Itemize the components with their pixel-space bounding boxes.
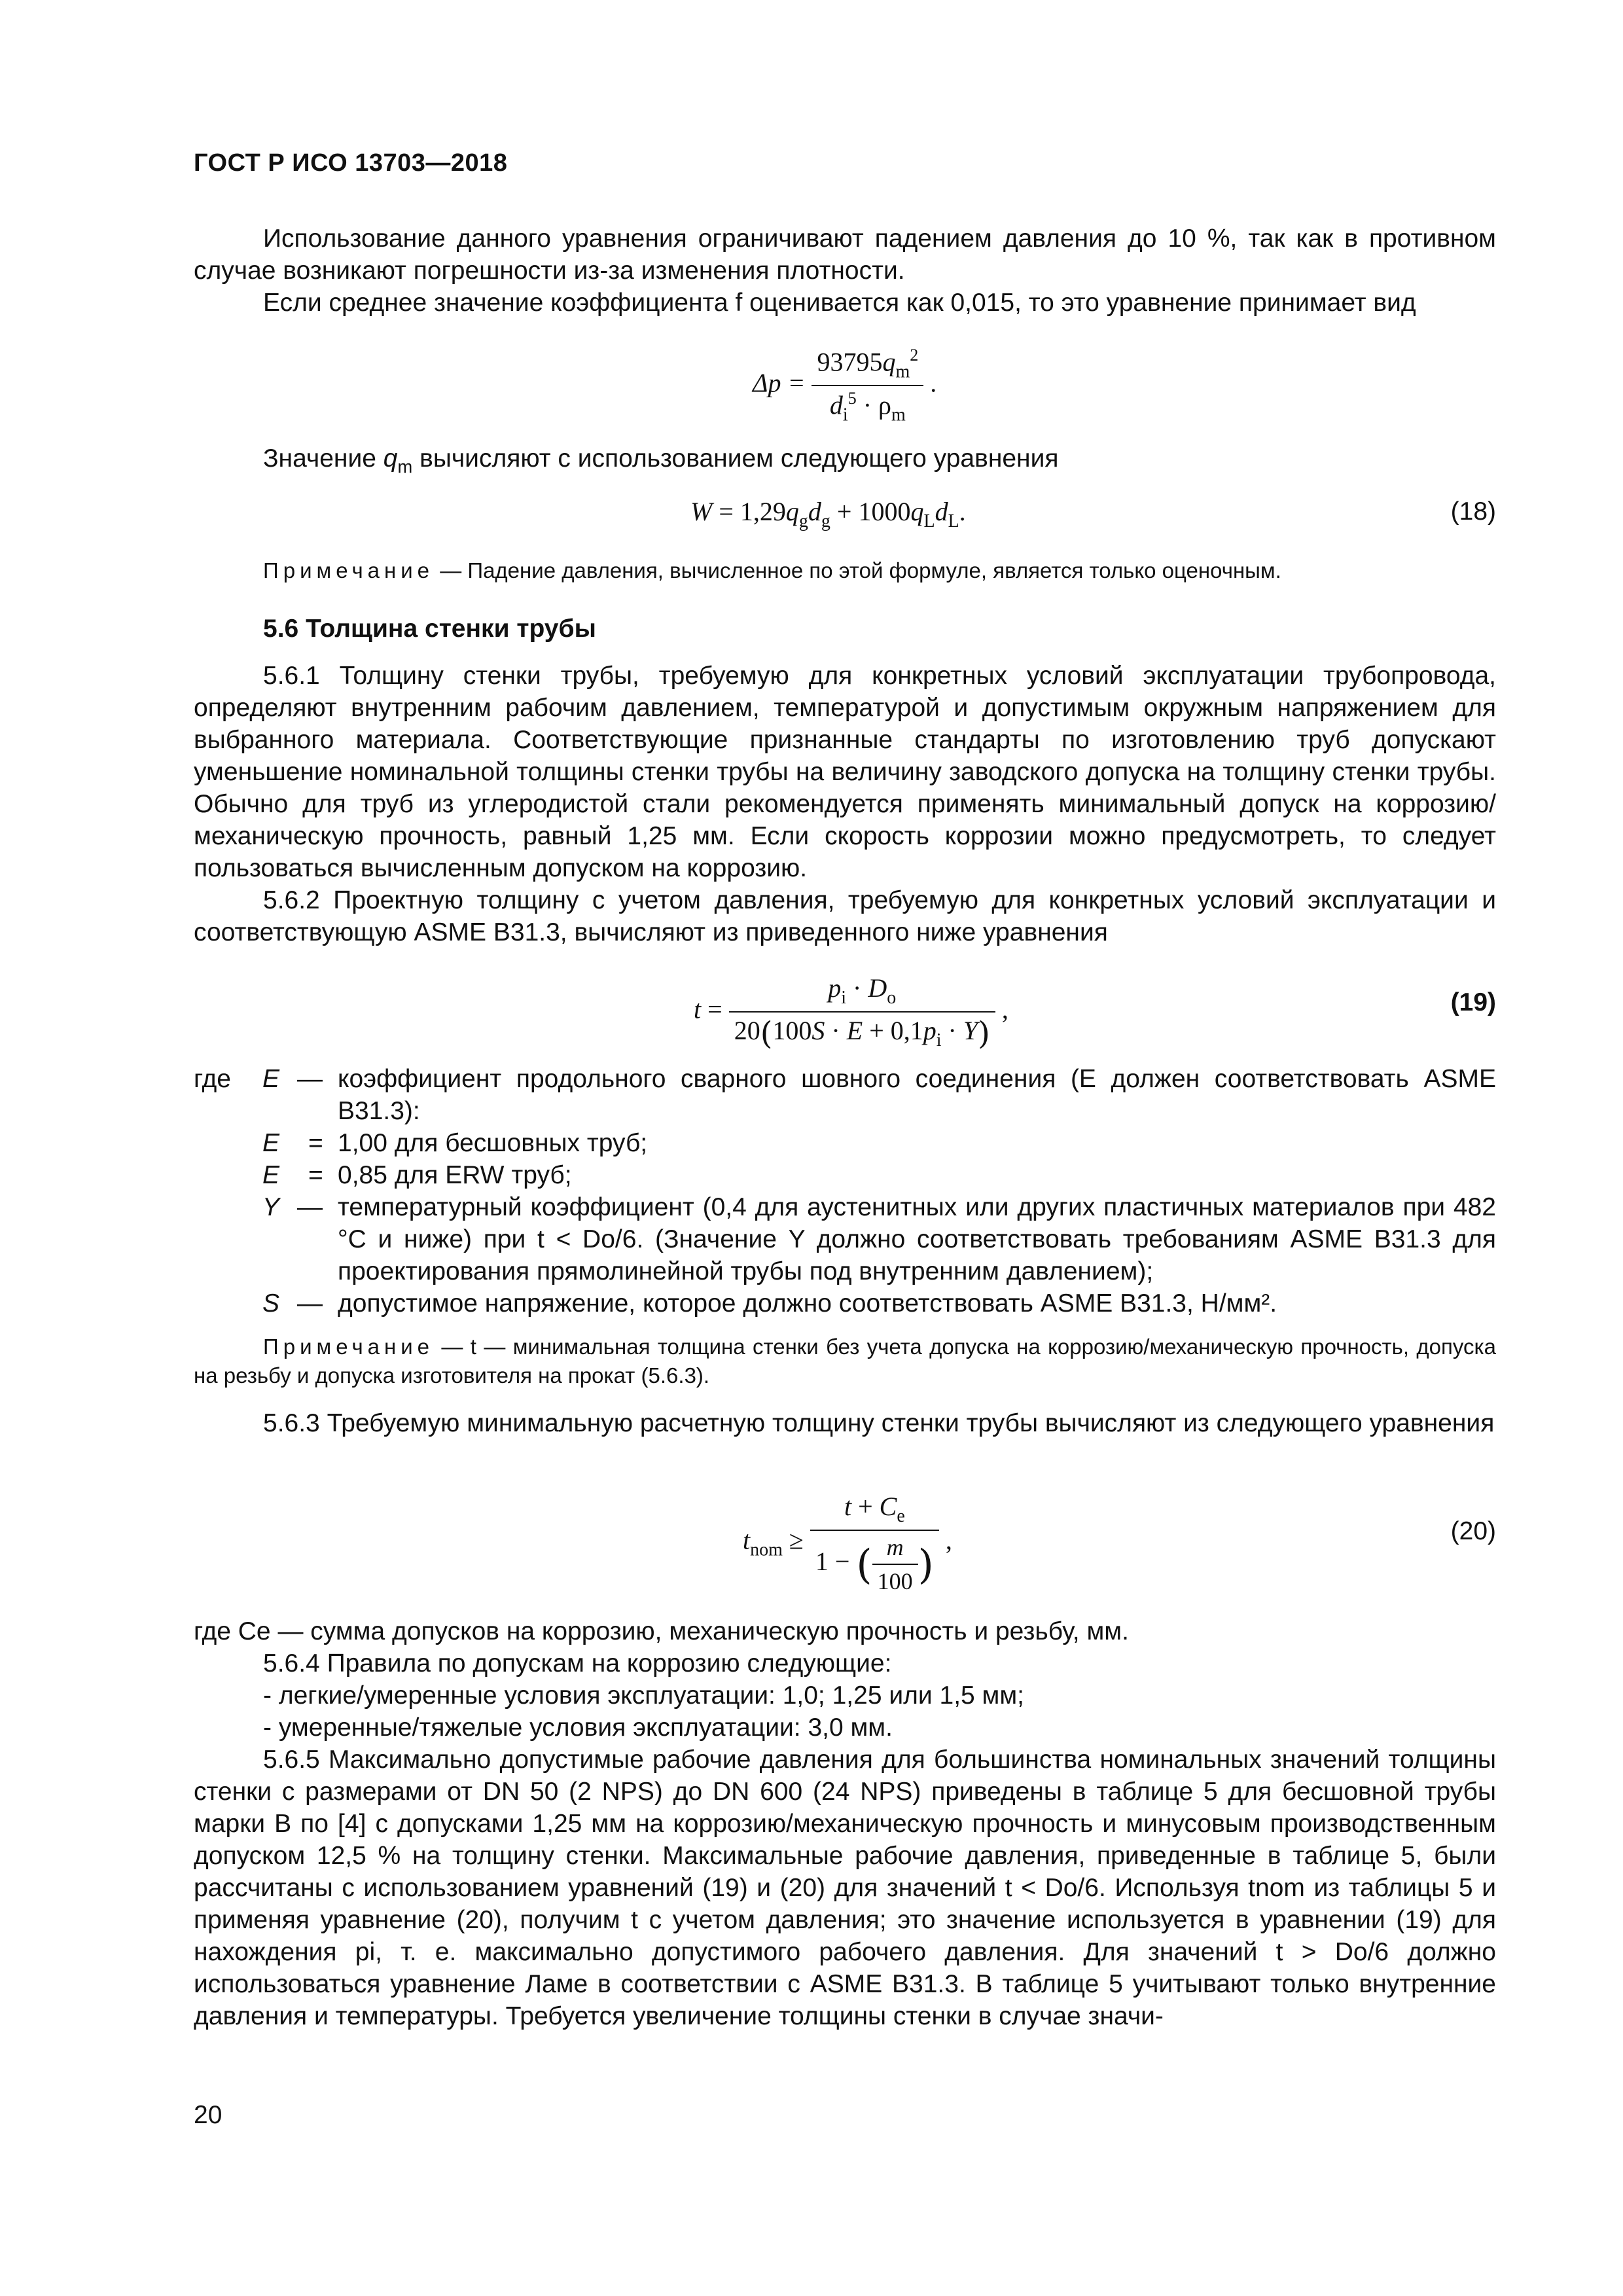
paragraph-564-block xyxy=(194,1615,1496,2032)
formula-pressure-drop: Δp = $\frac{93795q_m^2}{d_i^5 \cdot \rho_m}$ . xyxy=(753,346,937,425)
list-item: - умеренные/тяжелые условия эксплуатации: 3,0 мм. xyxy=(263,1713,893,1742)
where-list: где E — коэффициент продольного сварного шовного соединения (E должен соответствовать ASME B31.3): E = 1,00 для бесшовных труб; E = 0,85 для ERW труб; Y — температурный коэффициент (0,4 для аустенитных или других пластичных материалов при 482 °C и ниже) при t < Dо/6. (Значение Y должно соответствовать требованиям ASME B31.3 для проектирования прямолинейной трубы под внутренним давлением); S — допустимое напряжение, которое должно соответствовать ASME B31.3, Н/мм². xyxy=(194,1065,1496,1318)
formula-19-number: (19) xyxy=(1450,988,1496,1016)
formula-18-number: (18) xyxy=(1450,497,1496,526)
page-number: 20 xyxy=(194,2101,223,2129)
formula-18: $W = 1,29q_gd_g + 1000q_Ld_L$. xyxy=(690,497,966,531)
formula-20-number: (20) xyxy=(1450,1517,1496,1545)
paragraph-qm: Значение $q_m$ вычисляют с использованием следующего уравнения xyxy=(263,444,1059,477)
paragraph-565: 5.6.5 Максимально допустимые рабочие давления для большинства номинальных значений толщины стенки с размерами от DN 50 (2 NPS) до DN 600 (24 NPS) приведены в таблице 5 для бесшовной трубы марки B по [4] с допусками 1,25 мм на коррозию/механическую прочность и минусовым производственным допуском 12,5 % на толщину стенки. Максимальные рабочие давления, приведенные в таблице 5, были рассчитаны с использованием уравнений (19) и (20) для значений t < Dо/6. Используя tnom из таблицы 5 и применяя уравнение (20), получим t с учетом давления; это значение используется в уравнении (19) для нахождения pi, т. е. максимально допустимого рабочего давления. Для значений t > Dо/6 должно использоваться уравнение Ламе в соответствии с ASME B31.3. В таблице 5 учитывают только внутренние давления и температуры. Требуется увеличение толщины стенки в случае значи- xyxy=(194,1746,1496,2030)
paragraph-561: 5.6.1 Толщину стенки трубы, требуемую для конкретных условий эксплуатации трубопровода, определяют внутренним рабочим давлением, температурой и допустимым окружным напряжением для выбранного материала. Соответствующие признанные стандарты по изготовлению труб допускают уменьшение номинальной толщины стенки трубы на величину заводского допуска на толщину стенки трубы. Обычно для труб из углеродистой стали рекомендуется применять минимальный допуск на коррозию/механическую прочность, равный 1,25 мм. Если скорость коррозии можно предусмотреть, то следует пользоваться вычисленным допуском на коррозию. 5.6.2 Проектную толщину с учетом давления, требуемую для конкретных условий эксплуатации и соответствующую ASME B31.3, вычисляют из приведенного ниже уравнения xyxy=(194,660,1496,948)
list-item: - легкие/умеренные условия эксплуатации: 1,0; 1,25 или 1,5 мм; xyxy=(263,1681,1025,1710)
paragraph-563: 5.6.3 Требуемую минимальную расчетную толщину стенки трубы вычисляют из следующего уравнения xyxy=(263,1409,1495,1437)
paragraph-564: 5.6.4 Правила по допускам на коррозию следующие: xyxy=(263,1649,892,1677)
document-header: ГОСТ Р ИСО 13703—2018 xyxy=(194,149,508,177)
where-ce: где Cе — сумма допусков на коррозию, механическую прочность и резьбу, мм. xyxy=(194,1617,1129,1645)
paragraph-intro xyxy=(194,223,1496,319)
paragraph-2: Если среднее значение коэффициента f оценивается как 0,015, то это уравнение принимает вид xyxy=(263,289,1416,317)
paragraph-1: Использование данного уравнения ограничивают падением давления до 10 %, так как в противном случае возникают погрешности из-за изменения плотности. xyxy=(194,224,1496,285)
note-2: Примечание — t — минимальная толщина стенки без учета допуска на коррозию/механическую прочность, допуска на резьбу и допуска изготовителя на прокат (5.6.3). xyxy=(194,1335,1497,1388)
section-heading: 5.6 Толщина стенки трубы xyxy=(263,615,596,643)
paragraph-562: 5.6.2 Проектную толщину с учетом давления, требуемую для конкретных условий эксплуатации и соответствующую ASME B31.3, вычисляют из приведенного ниже уравнения xyxy=(194,886,1496,946)
note-1: Примечание — Падение давления, вычисленное по этой формуле, является только оценочным. xyxy=(263,558,1281,583)
formula-19: t = $\frac{p_i \cdot D_o}{20(100S \cdot E + 0,1p_i \cdot Y)}$ , xyxy=(694,973,1008,1052)
formula-20: $t_{nom}$ ≥ $t + C_e$ 1 − ( $\frac{m}{100}$ ) , xyxy=(743,1492,952,1594)
